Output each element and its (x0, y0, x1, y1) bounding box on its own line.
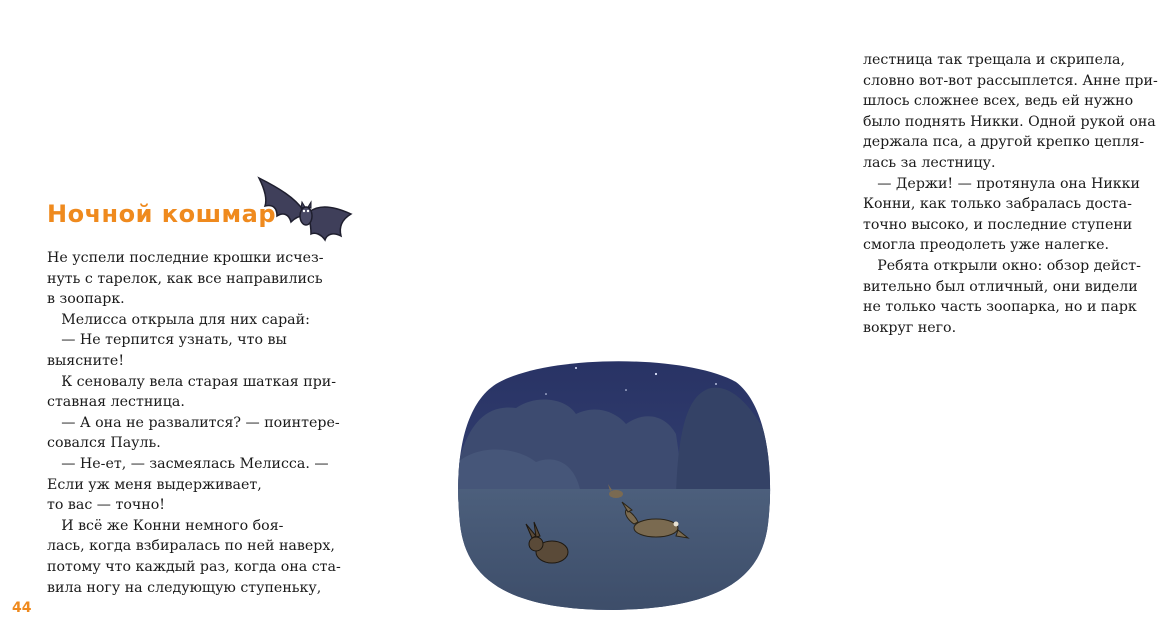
text-line: — Не-ет, — засмеялась Мелисса. — (47, 455, 329, 472)
left-text-block (47, 248, 367, 598)
text-line: совался Пауль. (47, 435, 161, 452)
text-line: выясните! (47, 352, 125, 369)
meadow (456, 489, 772, 619)
text-line: нуть с тарелок, как все направились (47, 270, 323, 287)
text-line: было поднять Никки. Одной рукой она (863, 113, 1156, 130)
text-line: К сеновалу вела старая шаткая при- (47, 373, 337, 390)
text-line: — А она не развалится? — поинтере- (47, 414, 340, 431)
text-line: точно высоко, и последние ступени (863, 216, 1133, 233)
text-line: лась, когда взбиралась по ней наверх, (47, 538, 335, 555)
text-line: Мелисса открыла для них сарай: (47, 311, 310, 328)
text-line: то вас — точно! (47, 497, 165, 514)
text-line: в зоопарк. (47, 291, 125, 308)
bat-icon (255, 176, 355, 244)
right-text-block (863, 50, 1163, 338)
page-number: 44 (12, 600, 32, 616)
text-line: вительно был отличный, они видели (863, 278, 1138, 295)
text-line: Ребята открыли окно: обзор дейст- (863, 257, 1141, 274)
text-line: смогла преодолеть уже налегке. (863, 237, 1110, 254)
chapter-title: Ночной кошмар (47, 200, 277, 228)
text-line: лась за лестницу. (863, 154, 996, 171)
text-line: — Держи! — протянула она Никки (863, 175, 1140, 192)
text-line: вила ногу на следующую ступеньку, (47, 579, 322, 596)
text-line: вокруг него. (863, 319, 957, 336)
text-line: Конни, как только забралась доста- (863, 196, 1132, 213)
text-line: Если уж меня выдерживает, (47, 476, 262, 493)
text-line: Не успели последние крошки исчез- (47, 250, 324, 266)
text-line: держала пса, а другой крепко цепля- (863, 134, 1145, 151)
text-line: шлось сложнее всех, ведь ей нужно (863, 93, 1134, 110)
text-line: ставная лестница. (47, 394, 185, 411)
night-park-illustration (456, 354, 772, 612)
text-line: потому что каждый раз, когда она ста- (47, 558, 341, 575)
text-line: лестница так трещала и скрипела, (863, 52, 1125, 68)
left-page (0, 0, 400, 640)
text-line: не только часть зоопарка, но и парк (863, 299, 1137, 316)
text-line: И всё же Конни немного боя- (47, 517, 284, 534)
text-line: словно вот-вот рассыплется. Анне при- (863, 72, 1158, 89)
text-line: — Не терпится узнать, что вы (47, 332, 287, 349)
